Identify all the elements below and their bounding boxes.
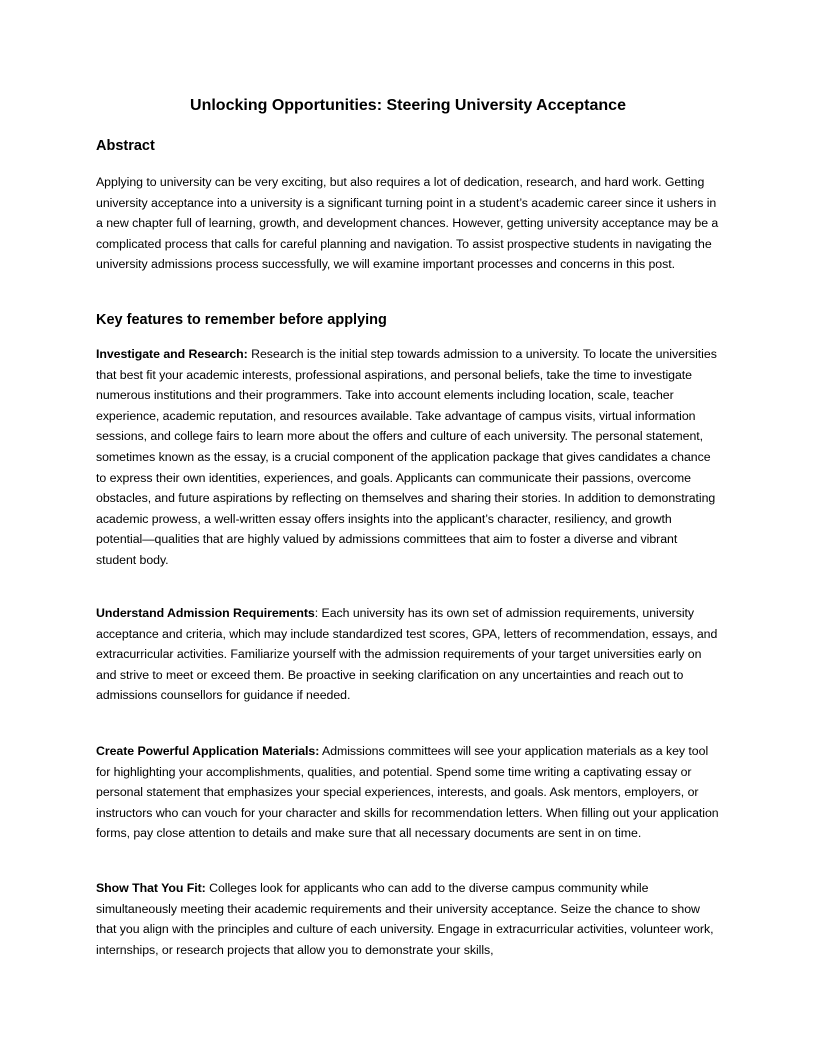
section-application-materials bbox=[96, 741, 720, 844]
section-lead: Understand Admission Requirements bbox=[96, 606, 315, 620]
section-text: : Each university has its own set of admission requirements, university acceptance and criteria, which may include standardized test scores, GPA, letters of recommendation, essays, and extracurricular activities. Familiarize yourself with the admission requirements of your target universities early on and strive to meet or exceed them. Be proactive in seeking clarification on any uncertainties and reach out to admissions counsellors for guidance if needed. bbox=[96, 606, 718, 703]
key-features-heading: Key features to remember before applying bbox=[96, 312, 387, 328]
abstract-heading: Abstract bbox=[96, 138, 155, 154]
section-admission-requirements bbox=[96, 603, 720, 706]
section-lead: Show That You Fit: bbox=[96, 881, 206, 895]
section-show-fit bbox=[96, 878, 720, 960]
section-text: Research is the initial step towards admission to a university. To locate the universities that best fit your academic interests, professional aspirations, and personal beliefs, take the time to investigate numerous institutions and their programmers. Take into account elements including location, scale, teacher experience, academic reputation, and resources available. Take advantage of campus visits, virtual information sessions, and college fairs to learn more about the offers and culture of each university. The personal statement, sometimes known as the essay, is a crucial component of the application package that gives candidates a chance to express their own identities, experiences, and goals. Applicants can communicate their passions, overcome obstacles, and future aspirations by reflecting on themselves and sharing their stories. In addition to demonstrating academic prowess, a well-written essay offers insights into the applicant’s character, resiliency, and growth potential—qualities that are highly valued by admissions committees that aim to foster a diverse and vibrant student body. bbox=[96, 347, 717, 567]
section-lead: Create Powerful Application Materials: bbox=[96, 744, 320, 758]
section-text: Admissions committees will see your application materials as a key tool for highlighting your accomplishments, qualities, and potential. Spend some time writing a captivating essay or personal statement that emphasizes your special experiences, interests, and goals. Ask mentors, employers, or instructors who can vouch for your character and skills for recommendation letters. When filling out your application forms, pay close attention to details and make sure that all necessary documents are sent in on time. bbox=[96, 744, 719, 841]
document-title: Unlocking Opportunities: Steering University Acceptance bbox=[190, 97, 626, 114]
section-lead: Investigate and Research: bbox=[96, 347, 248, 361]
abstract-paragraph: Applying to university can be very exciting, but also requires a lot of dedication, research, and hard work. Getting university acceptance into a university is a significant turning point in a student’s academic career since it ushers in a new chapter full of learning, growth, and development chances. However, getting university acceptance may be a complicated process that calls for careful planning and navigation. To assist prospective students in navigating the university admissions process successfully, we will examine important processes and concerns in this post. bbox=[96, 175, 719, 272]
section-text: Colleges look for applicants who can add to the diverse campus community while simultaneously meeting their academic requirements and their university acceptance. Seize the chance to show that you align with the principles and culture of each university. Engage in extracurricular activities, volunteer work, internships, or research projects that allow you to demonstrate your skills, bbox=[96, 881, 714, 957]
section-investigate-research bbox=[96, 344, 720, 571]
